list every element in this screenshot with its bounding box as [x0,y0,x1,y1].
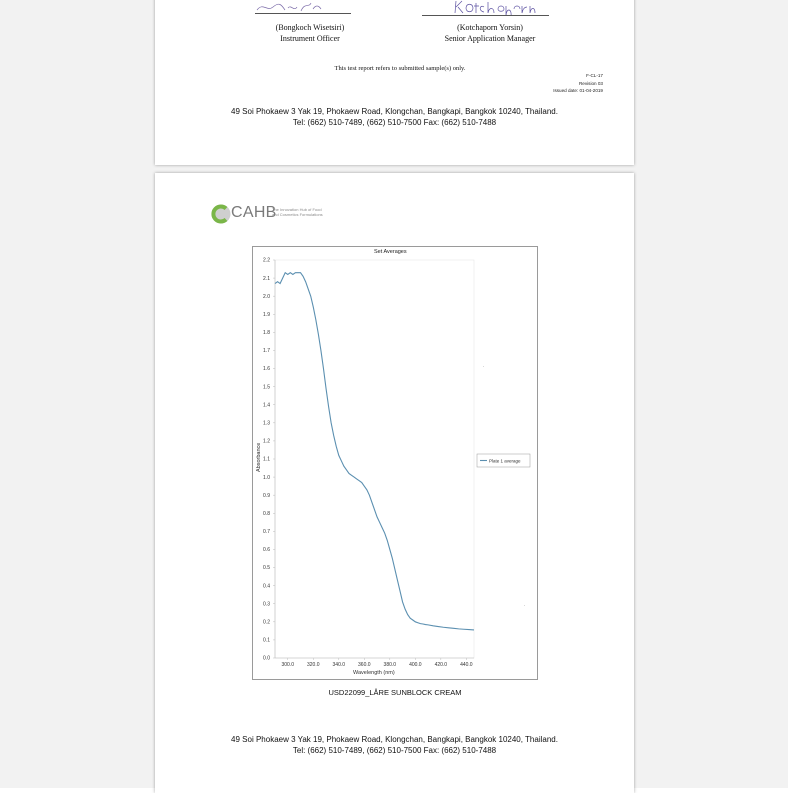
logo-tagline-line-2: and Cosmetics Formulations [272,211,323,217]
y-tick-label: 1.6 [263,366,270,373]
y-tick-label: 1.3 [263,420,270,427]
y-axis-ticks [263,258,275,662]
plot-area [275,260,474,658]
y-tick-label: 2.0 [263,293,270,300]
y-tick-label: 0.3 [263,601,270,608]
y-tick-label: 1.0 [263,474,270,481]
report-statement: This test report refers to submitted sample(s) only. [334,65,466,72]
form-issued-date: Issued date: 01-04-2019 [553,88,603,93]
y-tick-label: 1.8 [263,330,270,337]
x-tick-label: 340.0 [332,662,346,668]
form-info [495,72,603,95]
x-tick-label: 400.0 [409,662,422,668]
cahb-logo [210,202,350,226]
y-tick-label: 1.4 [263,402,270,409]
cahb-logo-mark-icon [210,203,232,225]
y-tick-label: 1.2 [263,438,270,445]
y-tick-label: 0.4 [263,583,270,590]
y-tick-label: 2.2 [263,257,270,264]
scan-speck [483,366,484,367]
y-tick-label: 0.9 [263,492,270,499]
y-tick-label: 0.6 [263,547,270,554]
chart-title: Set Averages [374,249,407,255]
logo-wordmark: CAHB [231,204,277,221]
y-tick-label: 2.1 [263,275,270,282]
y-tick-label: 0.8 [263,510,270,517]
signer-name-right: (Kotchaporn Yorsin) [457,23,523,32]
form-code: F-CL-17 [586,73,603,78]
y-tick-label: 0.7 [263,529,270,536]
footer-address [155,735,634,756]
signature-line-right [422,15,549,16]
x-tick-label: 300.0 [281,662,295,668]
report-page-2 [155,173,634,793]
y-tick-label: 0.0 [263,655,270,662]
chart-canvas [253,247,537,679]
x-tick-label: 440.0 [460,662,473,668]
y-tick-label: 1.7 [263,348,270,355]
legend-label: Plate 1 average [489,458,521,464]
x-axis-ticks [281,658,472,668]
signer-name-left: (Bongkoch Wisetsiri) [275,23,345,32]
x-tick-label: 320.0 [307,662,320,668]
series-line-plate-1-average [275,273,474,630]
x-axis-label: Wavelength (nm) [353,670,395,676]
logo-tagline-line-1: The Innovation Hub of Food [272,207,322,212]
signer-title-left: Instrument Officer [280,33,340,43]
form-revision: Revision 03 [578,80,603,86]
x-tick-label: 360.0 [358,662,371,668]
address-line-1: 49 Soi Phokaew 3 Yak 19, Phokaew Road, Klongchan, Bangkapi, Bangkok 10240, Thailand. [231,107,558,116]
y-tick-label: 1.9 [263,311,270,318]
y-axis-label: Absorbance [256,442,262,472]
x-tick-label: 380.0 [383,662,397,668]
report-page-1 [155,0,634,165]
y-tick-label: 0.2 [263,619,270,626]
handwritten-signature-right [450,0,540,16]
signature-line-left [255,13,351,14]
y-tick-label: 1.1 [263,456,270,463]
sample-caption: USD22099_LÅRE SUNBLOCK CREAM [328,688,462,697]
y-tick-label: 0.5 [263,565,270,572]
chart-legend [477,454,530,467]
logo-tagline [272,208,323,217]
footer-address [155,107,634,128]
x-tick-label: 420.0 [434,662,448,668]
absorbance-chart [252,246,538,680]
address-line-2: Tel: (662) 510-7489, (662) 510-7500 Fax: (662) 510-7488 [292,117,497,127]
y-tick-label: 0.1 [263,637,270,644]
y-tick-label: 1.5 [263,384,270,391]
address-line-1: 49 Soi Phokaew 3 Yak 19, Phokaew Road, Klongchan, Bangkapi, Bangkok 10240, Thailand. [231,735,558,744]
address-line-2: Tel: (662) 510-7489, (662) 510-7500 Fax: (662) 510-7488 [292,745,497,755]
signer-title-right: Senior Application Manager [444,33,536,43]
scan-speck [524,605,525,606]
